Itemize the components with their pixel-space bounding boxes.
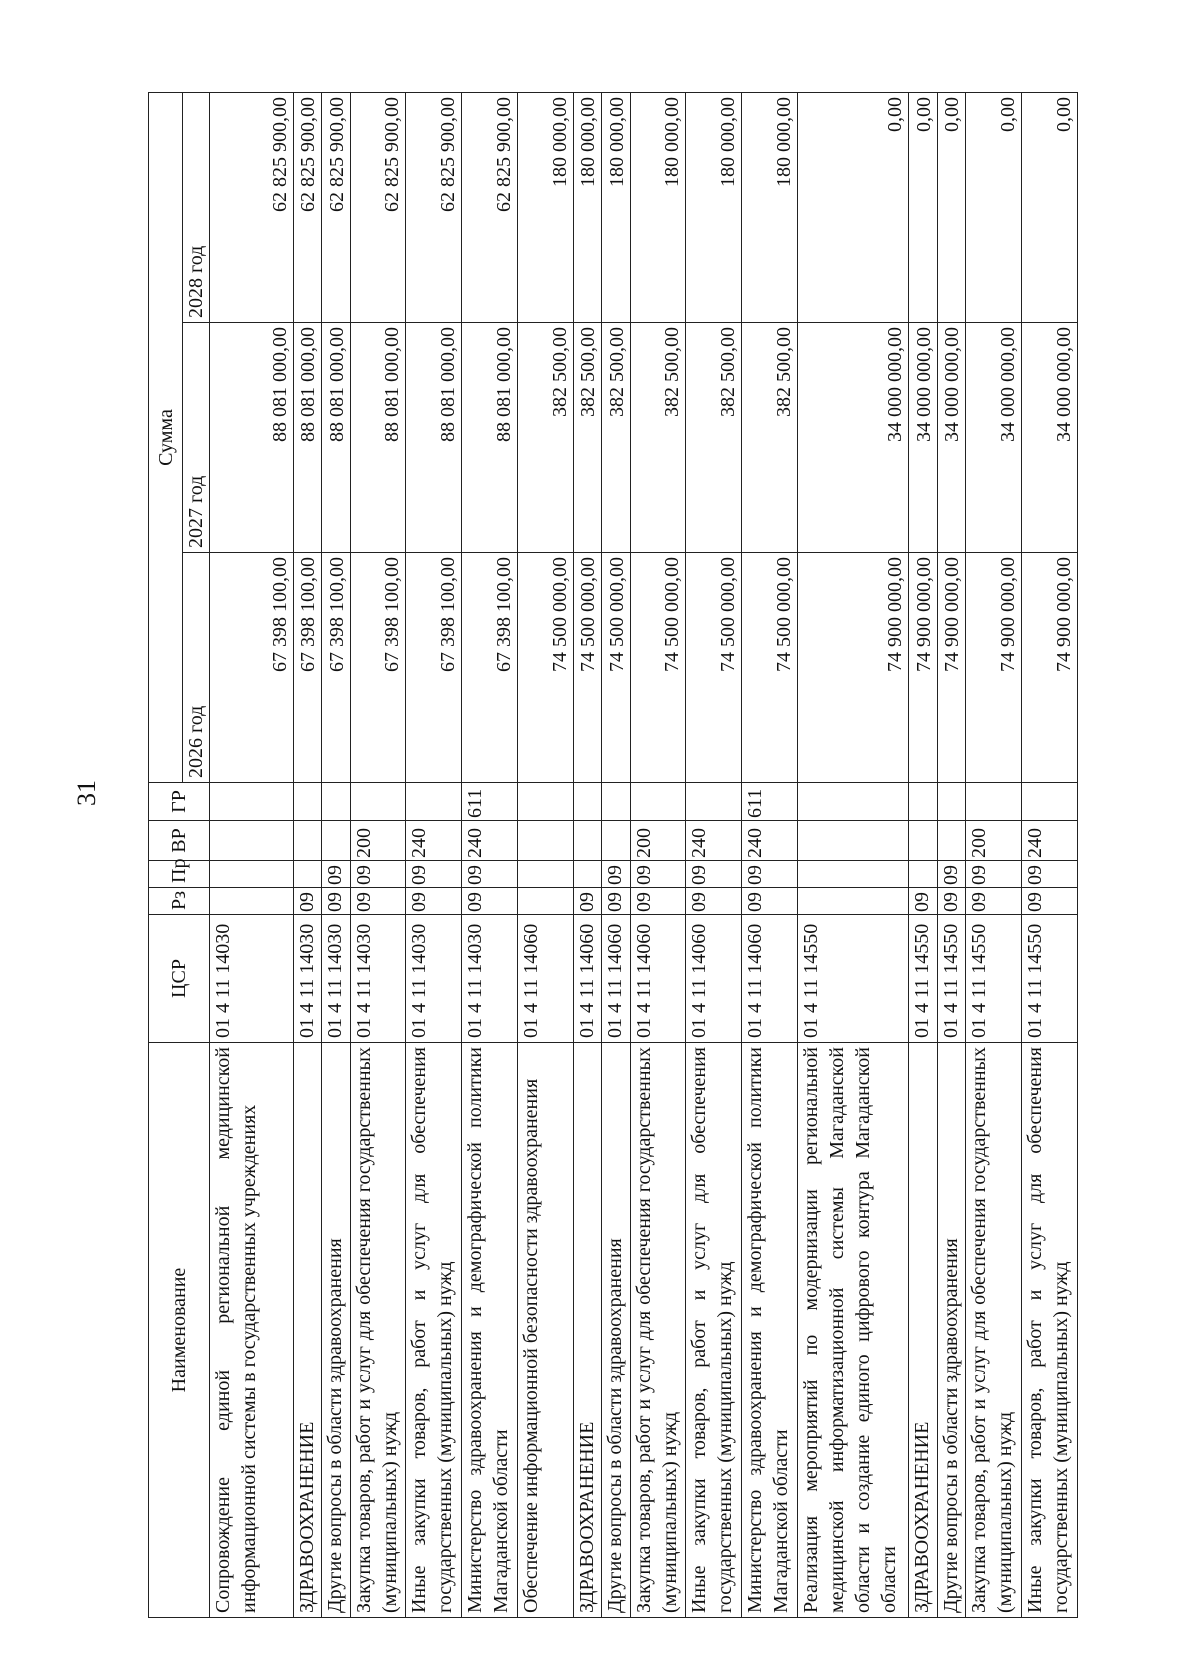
cell-csr: 01 4 11 14030 xyxy=(406,915,462,1043)
cell-rz xyxy=(797,888,909,915)
cell-vr: 240 xyxy=(1022,821,1078,861)
cell-gr xyxy=(686,783,742,821)
cell-y2026: 67 398 100,00 xyxy=(210,553,294,783)
cell-rz: 09 xyxy=(630,888,686,915)
cell-csr: 01 4 11 14060 xyxy=(602,915,630,1043)
cell-gr: 611 xyxy=(742,783,798,821)
cell-y2027: 88 081 000,00 xyxy=(210,323,294,553)
cell-vr: 240 xyxy=(406,821,462,861)
cell-pr: 09 xyxy=(742,861,798,888)
cell-y2027: 88 081 000,00 xyxy=(462,323,518,553)
cell-pr: 09 xyxy=(462,861,518,888)
table-row xyxy=(210,92,294,1617)
cell-rz: 09 xyxy=(406,888,462,915)
cell-pr: 09 xyxy=(350,861,406,888)
cell-csr: 01 4 11 14060 xyxy=(686,915,742,1043)
cell-pr xyxy=(909,861,937,888)
cell-y2027: 34 000 000,00 xyxy=(937,323,965,553)
table-row xyxy=(350,92,406,1617)
table-row xyxy=(602,92,630,1617)
cell-y2027: 88 081 000,00 xyxy=(322,323,350,553)
cell-y2027: 88 081 000,00 xyxy=(293,323,321,553)
cell-y2028: 180 000,00 xyxy=(686,92,742,322)
cell-csr: 01 4 11 14060 xyxy=(630,915,686,1043)
cell-y2028: 62 825 900,00 xyxy=(210,92,294,322)
header-2026: 2026 год xyxy=(183,553,210,783)
cell-pr xyxy=(573,861,601,888)
table-row xyxy=(909,92,937,1617)
cell-gr xyxy=(937,783,965,821)
table-body xyxy=(210,92,1078,1617)
cell-y2026: 74 500 000,00 xyxy=(630,553,686,783)
cell-y2028: 0,00 xyxy=(937,92,965,322)
cell-name: Реализация мероприятий по модернизации региональной медицинской информатизационной системы Магаданской области и создание единого цифрового контура Магаданской области xyxy=(797,1043,909,1618)
table-row xyxy=(742,92,798,1617)
table-row xyxy=(966,92,1022,1617)
budget-table xyxy=(148,92,1078,1618)
cell-y2026: 67 398 100,00 xyxy=(293,553,321,783)
cell-name: Другие вопросы в области здравоохранения xyxy=(602,1043,630,1618)
cell-gr xyxy=(350,783,406,821)
cell-rz: 09 xyxy=(350,888,406,915)
cell-rz: 09 xyxy=(293,888,321,915)
cell-gr: 611 xyxy=(462,783,518,821)
page-number: 31 xyxy=(72,780,101,806)
cell-y2028: 0,00 xyxy=(797,92,909,322)
cell-y2028: 0,00 xyxy=(1022,92,1078,322)
cell-y2026: 74 900 000,00 xyxy=(1022,553,1078,783)
cell-y2026: 74 500 000,00 xyxy=(517,553,573,783)
table-row xyxy=(406,92,462,1617)
cell-y2028: 0,00 xyxy=(909,92,937,322)
table-row xyxy=(630,92,686,1617)
cell-vr xyxy=(322,821,350,861)
cell-y2028: 180 000,00 xyxy=(573,92,601,322)
cell-y2026: 74 500 000,00 xyxy=(742,553,798,783)
cell-y2026: 74 900 000,00 xyxy=(797,553,909,783)
cell-y2026: 74 900 000,00 xyxy=(909,553,937,783)
cell-rz: 09 xyxy=(573,888,601,915)
cell-pr: 09 xyxy=(602,861,630,888)
cell-gr xyxy=(406,783,462,821)
cell-y2027: 34 000 000,00 xyxy=(1022,323,1078,553)
cell-gr xyxy=(517,783,573,821)
cell-name: Другие вопросы в области здравоохранения xyxy=(322,1043,350,1618)
table-row xyxy=(797,92,909,1617)
cell-y2028: 180 000,00 xyxy=(602,92,630,322)
header-gr: ГР xyxy=(149,783,210,821)
cell-name: Иные закупки товаров, работ и услуг для обеспечения государственных (муниципальных) нужд xyxy=(406,1043,462,1618)
cell-vr xyxy=(797,821,909,861)
cell-y2026: 67 398 100,00 xyxy=(462,553,518,783)
cell-name: Закупка товаров, работ и услуг для обеспечения государственных (муниципальных) нужд xyxy=(966,1043,1022,1618)
cell-csr: 01 4 11 14060 xyxy=(573,915,601,1043)
cell-y2026: 67 398 100,00 xyxy=(350,553,406,783)
header-rz: Рз xyxy=(149,888,210,915)
cell-name: Министерство здравоохранения и демографической политики Магаданской области xyxy=(462,1043,518,1618)
cell-y2027: 88 081 000,00 xyxy=(350,323,406,553)
cell-rz: 09 xyxy=(686,888,742,915)
cell-y2027: 382 500,00 xyxy=(517,323,573,553)
cell-name: Закупка товаров, работ и услуг для обеспечения государственных (муниципальных) нужд xyxy=(350,1043,406,1618)
cell-pr: 09 xyxy=(686,861,742,888)
cell-vr: 240 xyxy=(686,821,742,861)
cell-rz: 09 xyxy=(602,888,630,915)
cell-csr: 01 4 11 14550 xyxy=(797,915,909,1043)
table-row xyxy=(293,92,321,1617)
cell-gr xyxy=(630,783,686,821)
cell-y2028: 0,00 xyxy=(966,92,1022,322)
header-pr: Пр xyxy=(149,861,210,888)
cell-y2027: 382 500,00 xyxy=(630,323,686,553)
cell-name: Другие вопросы в области здравоохранения xyxy=(937,1043,965,1618)
header-sum: Сумма xyxy=(149,92,183,782)
cell-y2028: 62 825 900,00 xyxy=(406,92,462,322)
cell-pr: 09 xyxy=(630,861,686,888)
cell-rz: 09 xyxy=(966,888,1022,915)
cell-rz xyxy=(210,888,294,915)
cell-gr xyxy=(909,783,937,821)
cell-y2028: 62 825 900,00 xyxy=(462,92,518,322)
cell-gr xyxy=(293,783,321,821)
cell-rz xyxy=(517,888,573,915)
cell-y2026: 67 398 100,00 xyxy=(322,553,350,783)
cell-y2027: 382 500,00 xyxy=(602,323,630,553)
cell-y2028: 180 000,00 xyxy=(517,92,573,322)
cell-pr xyxy=(797,861,909,888)
cell-y2028: 62 825 900,00 xyxy=(322,92,350,322)
cell-name: Закупка товаров, работ и услуг для обеспечения государственных (муниципальных) нужд xyxy=(630,1043,686,1618)
table-row xyxy=(462,92,518,1617)
cell-csr: 01 4 11 14030 xyxy=(210,915,294,1043)
cell-pr xyxy=(293,861,321,888)
cell-y2027: 382 500,00 xyxy=(686,323,742,553)
cell-csr: 01 4 11 14550 xyxy=(1022,915,1078,1043)
cell-y2026: 67 398 100,00 xyxy=(406,553,462,783)
cell-csr: 01 4 11 14550 xyxy=(937,915,965,1043)
cell-y2027: 382 500,00 xyxy=(573,323,601,553)
cell-pr: 09 xyxy=(966,861,1022,888)
cell-y2026: 74 500 000,00 xyxy=(602,553,630,783)
cell-rz: 09 xyxy=(1022,888,1078,915)
cell-vr: 200 xyxy=(966,821,1022,861)
cell-pr: 09 xyxy=(1022,861,1078,888)
cell-gr xyxy=(322,783,350,821)
cell-y2026: 74 500 000,00 xyxy=(573,553,601,783)
cell-y2027: 34 000 000,00 xyxy=(966,323,1022,553)
table-row xyxy=(573,92,601,1617)
cell-gr xyxy=(573,783,601,821)
table-row xyxy=(517,92,573,1617)
budget-table-container xyxy=(148,93,1078,1618)
cell-y2028: 180 000,00 xyxy=(630,92,686,322)
cell-name: Обеспечение информационной безопасности здравоохранения xyxy=(517,1043,573,1618)
cell-vr xyxy=(937,821,965,861)
cell-csr: 01 4 11 14060 xyxy=(517,915,573,1043)
table-row xyxy=(686,92,742,1617)
cell-rz: 09 xyxy=(937,888,965,915)
cell-pr: 09 xyxy=(406,861,462,888)
header-2027: 2027 год xyxy=(183,323,210,553)
cell-csr: 01 4 11 14550 xyxy=(909,915,937,1043)
cell-vr xyxy=(210,821,294,861)
cell-y2027: 34 000 000,00 xyxy=(797,323,909,553)
cell-y2028: 62 825 900,00 xyxy=(350,92,406,322)
cell-csr: 01 4 11 14030 xyxy=(350,915,406,1043)
cell-y2027: 34 000 000,00 xyxy=(909,323,937,553)
cell-y2028: 62 825 900,00 xyxy=(293,92,321,322)
cell-y2027: 88 081 000,00 xyxy=(406,323,462,553)
header-vr: ВР xyxy=(149,821,210,861)
cell-y2028: 180 000,00 xyxy=(742,92,798,322)
cell-csr: 01 4 11 14030 xyxy=(462,915,518,1043)
cell-name: ЗДРАВООХРАНЕНИЕ xyxy=(293,1043,321,1618)
table-row xyxy=(322,92,350,1617)
cell-csr: 01 4 11 14550 xyxy=(966,915,1022,1043)
cell-rz: 09 xyxy=(322,888,350,915)
cell-rz: 09 xyxy=(742,888,798,915)
cell-y2026: 74 900 000,00 xyxy=(966,553,1022,783)
header-2028: 2028 год xyxy=(183,92,210,322)
cell-gr xyxy=(966,783,1022,821)
cell-gr xyxy=(797,783,909,821)
header-csr: ЦСР xyxy=(149,915,210,1043)
cell-csr: 01 4 11 14060 xyxy=(742,915,798,1043)
cell-vr xyxy=(517,821,573,861)
cell-pr: 09 xyxy=(322,861,350,888)
cell-gr xyxy=(1022,783,1078,821)
cell-vr xyxy=(602,821,630,861)
cell-vr: 200 xyxy=(630,821,686,861)
cell-rz: 09 xyxy=(462,888,518,915)
cell-rz: 09 xyxy=(909,888,937,915)
cell-vr: 240 xyxy=(742,821,798,861)
cell-vr xyxy=(573,821,601,861)
cell-name: ЗДРАВООХРАНЕНИЕ xyxy=(909,1043,937,1618)
cell-vr: 200 xyxy=(350,821,406,861)
header-name: Наименование xyxy=(149,1043,210,1618)
cell-csr: 01 4 11 14030 xyxy=(322,915,350,1043)
cell-vr xyxy=(293,821,321,861)
cell-y2026: 74 900 000,00 xyxy=(937,553,965,783)
table-row xyxy=(1022,92,1078,1617)
table-row xyxy=(937,92,965,1617)
cell-pr xyxy=(517,861,573,888)
cell-pr: 09 xyxy=(937,861,965,888)
cell-y2026: 74 500 000,00 xyxy=(686,553,742,783)
cell-csr: 01 4 11 14030 xyxy=(293,915,321,1043)
cell-vr xyxy=(909,821,937,861)
cell-name: Иные закупки товаров, работ и услуг для обеспечения государственных (муниципальных) нужд xyxy=(1022,1043,1078,1618)
cell-name: Иные закупки товаров, работ и услуг для обеспечения государственных (муниципальных) нужд xyxy=(686,1043,742,1618)
cell-pr xyxy=(210,861,294,888)
cell-y2027: 382 500,00 xyxy=(742,323,798,553)
cell-gr xyxy=(210,783,294,821)
cell-name: Министерство здравоохранения и демографической политики Магаданской области xyxy=(742,1043,798,1618)
cell-name: Сопровождение единой региональной медицинской информационной системы в государственных учреждениях xyxy=(210,1043,294,1618)
cell-vr: 240 xyxy=(462,821,518,861)
cell-gr xyxy=(602,783,630,821)
cell-name: ЗДРАВООХРАНЕНИЕ xyxy=(573,1043,601,1618)
